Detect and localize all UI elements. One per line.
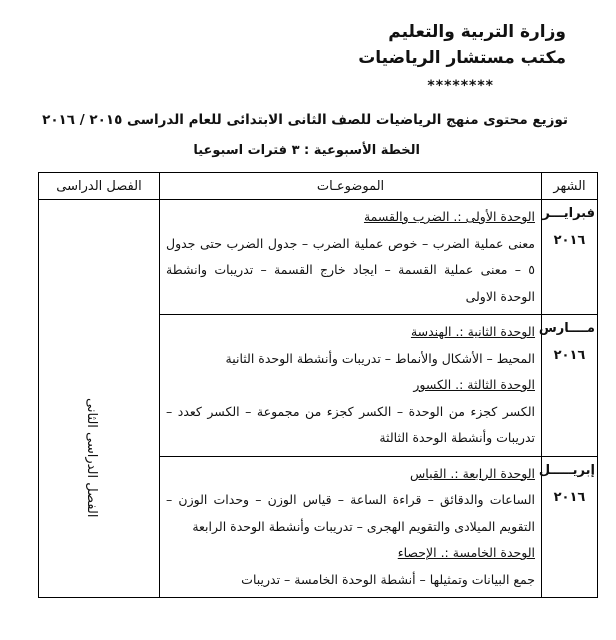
header-term: الفصل الدراسى (39, 173, 160, 200)
month-cell (538, 456, 598, 598)
unit-title: الوحدة الرابعة :. القياس (410, 465, 535, 481)
topics-cell (160, 200, 542, 315)
unit-topics: جمع البيانات وتمثيلها – أنشطة الوحدة الخامسة – تدريبات (241, 571, 535, 587)
month-cell (542, 200, 598, 315)
office-name: مكتب مستشار الرياضيات (358, 48, 566, 68)
header-month: الشهر (542, 173, 598, 200)
topics-cell (160, 456, 542, 598)
unit-topics: الساعات والدقائق – قراءة الساعة – قياس الوزن – وحدات الوزن – التقويم الميلادى والتقويم الهجرى – تدريبات وأنشطة الوحدة الرابعة (166, 492, 535, 534)
table-row (39, 200, 598, 315)
month-year: ٢٠١٦ (553, 233, 586, 248)
topics-cell (160, 315, 542, 457)
table-header-row (39, 173, 598, 200)
ministry-name: وزارة التربية والتعليم (388, 22, 566, 42)
month-name: فبرايـــر (542, 206, 595, 221)
unit-topics: معنى عملية الضرب – خوص عملية الضرب – جدول الضرب حتى جدول ٥ – معنى عملية القسمة – ايجاد خارج القسمة – تدريبات وانشطة الوحدة الاولى (166, 235, 535, 304)
month-name: إبريـــــل (538, 462, 595, 478)
unit-topics: المحيط – الأشكال والأنماط – تدريبات وأنشطة الوحدة الثانية (225, 350, 535, 366)
unit-topics: الكسر كجزء من الوحدة – الكسر كجزء من مجموعة – الكسر كعدد – تدريبات وأنشطة الوحدة الثالثة (166, 403, 535, 445)
term-label: الفصل الدراسى الثانى (84, 398, 99, 518)
document-title: توزيع محتوى منهج الرياضيات للصف الثانى الابتدائى للعام الدراسى ٢٠١٥ / ٢٠١٦ (42, 112, 568, 128)
month-year: ٢٠١٦ (553, 489, 586, 505)
month-cell (538, 315, 598, 457)
document-subtitle: الخطة الأسبوعية : ٣ فترات اسبوعيا (193, 143, 420, 158)
header-topics: الموضوعـات (160, 173, 542, 200)
unit-title: الوحدة الثالثة :. الكسور (413, 377, 535, 392)
stars-divider: ******** (427, 78, 494, 94)
curriculum-table (38, 172, 598, 598)
month-name: مــــارس (538, 321, 595, 336)
unit-title: الوحدة الأولى :. الضرب والقسمة (363, 209, 535, 224)
term-cell (39, 200, 160, 598)
month-year: ٢٠١٦ (553, 348, 586, 363)
unit-title: الوحدة الثانية :. الهندسة (410, 324, 535, 339)
unit-title: الوحدة الخامسة :. الإحصاء (397, 545, 535, 560)
